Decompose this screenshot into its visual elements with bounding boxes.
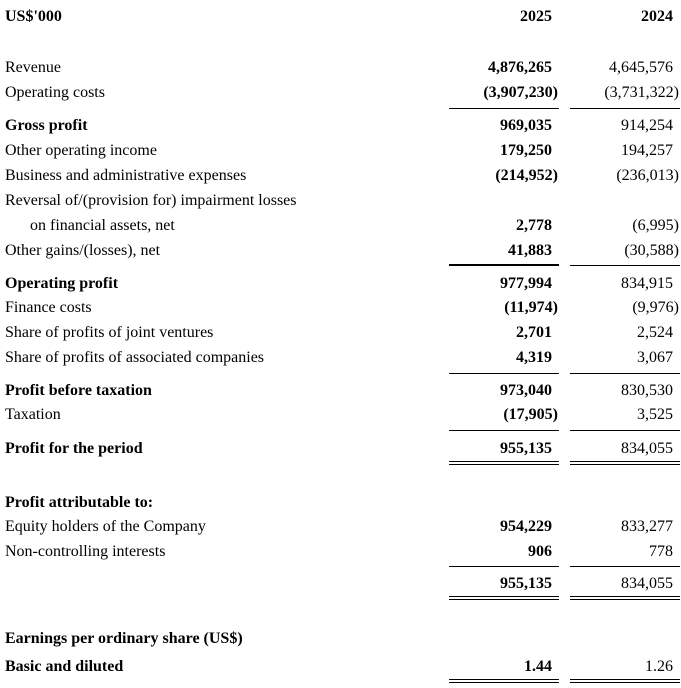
value-2024: 1.26: [645, 658, 673, 675]
subtotal-rule: [449, 373, 559, 374]
value-2024: 834,055: [621, 440, 673, 457]
row-operating-costs: [0, 82, 681, 104]
value-2024: 834,915: [621, 275, 673, 292]
value-2024: (236,013): [616, 167, 679, 184]
double-rule: [570, 682, 680, 683]
value-2025: 2,701: [516, 324, 552, 341]
row-profit-attributable-heading: [0, 492, 681, 514]
row-basic-and-diluted: [0, 656, 681, 678]
value-2025: 4,319: [516, 349, 552, 366]
row-label: Share of profits of associated companies: [5, 349, 265, 366]
subtotal-rule: [570, 265, 680, 266]
row-label: Finance costs: [5, 299, 92, 316]
row-eps-heading: [0, 628, 681, 650]
subtotal-rule: [570, 373, 680, 374]
double-rule: [570, 679, 680, 680]
row-label: on financial assets, net: [30, 217, 175, 234]
row-label: Earnings per ordinary share (US$): [5, 630, 243, 647]
double-rule: [449, 461, 559, 462]
row-label: Other operating income: [5, 142, 157, 159]
row-label: Business and administrative expenses: [5, 167, 247, 184]
double-rule: [449, 679, 559, 680]
double-rule: [449, 464, 559, 465]
row-joint-ventures: [0, 322, 681, 344]
row-impairment-header: [0, 190, 681, 212]
subtotal-rule: [449, 566, 559, 567]
double-rule: [570, 461, 680, 462]
value-2025: 2,778: [516, 217, 552, 234]
row-profit-for-period: [0, 438, 681, 460]
row-profit-before-taxation: [0, 380, 681, 402]
double-rule: [570, 599, 680, 600]
row-impairment-losses: [0, 215, 681, 237]
row-equity-holders: [0, 516, 681, 538]
subtotal-rule: [449, 430, 559, 431]
row-label: Profit before taxation: [5, 382, 152, 399]
column-header-2025: 2025: [520, 8, 552, 25]
currency-unit: US$'000: [5, 8, 62, 25]
value-2024: 778: [649, 543, 673, 560]
row-revenue: [0, 57, 681, 79]
row-label: Operating profit: [5, 275, 119, 292]
row-label: Profit for the period: [5, 440, 143, 457]
value-2024: 914,254: [621, 117, 673, 134]
value-2024: 194,257: [621, 142, 673, 159]
row-associated-companies: [0, 347, 681, 369]
row-label: Profit attributable to:: [5, 494, 154, 511]
double-rule: [449, 596, 559, 597]
value-2025: 969,035: [500, 117, 552, 134]
row-other-operating-income: [0, 140, 681, 162]
value-2025: 955,135: [500, 440, 552, 457]
row-gross-profit: [0, 115, 681, 137]
column-header-2024: 2024: [641, 8, 673, 25]
double-rule: [449, 599, 559, 600]
row-taxation: [0, 404, 681, 426]
value-2025: (3,907,230): [483, 84, 558, 101]
subtotal-rule: [570, 566, 680, 567]
row-label: Non-controlling interests: [5, 543, 166, 560]
double-rule: [449, 682, 559, 683]
double-rule: [570, 596, 680, 597]
row-operating-profit: [0, 273, 681, 295]
row-other-gains-losses: [0, 240, 681, 262]
value-2024: 2,524: [637, 324, 673, 341]
value-2024: 3,067: [637, 349, 673, 366]
value-2025: 4,876,265: [488, 59, 552, 76]
row-label: Share of profits of joint ventures: [5, 324, 214, 341]
value-2025: (11,974): [504, 299, 558, 316]
value-2024: (9,976): [632, 299, 679, 316]
row-label: Gross profit: [5, 117, 88, 134]
row-non-controlling-interests: [0, 541, 681, 563]
value-2024: 4,645,576: [609, 59, 673, 76]
value-2025: (17,905): [503, 406, 558, 423]
row-label: Other gains/(losses), net: [5, 242, 161, 259]
value-2025: 906: [528, 543, 552, 560]
row-business-admin-expenses: [0, 165, 681, 187]
value-2025: 954,229: [500, 518, 552, 535]
value-2024: 3,525: [637, 406, 673, 423]
value-2025: 1.44: [524, 658, 552, 675]
value-2025: (214,952): [495, 167, 558, 184]
row-label: Operating costs: [5, 84, 105, 101]
value-2024: (6,995): [632, 217, 679, 234]
header-row: [0, 6, 681, 28]
row-label: Basic and diluted: [5, 658, 124, 675]
row-label: Equity holders of the Company: [5, 518, 206, 535]
value-2024: (3,731,322): [604, 84, 679, 101]
row-label: Reversal of/(provision for) impairment losses: [5, 192, 297, 209]
value-2024: 830,530: [621, 382, 673, 399]
value-2024: (30,588): [624, 242, 679, 259]
value-2024: 834,055: [621, 575, 673, 592]
value-2025: 973,040: [500, 382, 552, 399]
subtotal-rule: [570, 108, 680, 109]
row-attributable-total: [0, 573, 681, 595]
value-2025: 955,135: [500, 575, 552, 592]
value-2025: 179,250: [500, 142, 552, 159]
subtotal-rule: [449, 264, 559, 266]
subtotal-rule: [449, 108, 559, 109]
double-rule: [570, 464, 680, 465]
row-label: Taxation: [5, 406, 61, 423]
subtotal-rule: [570, 430, 680, 431]
row-label: Revenue: [5, 59, 61, 76]
row-finance-costs: [0, 297, 681, 319]
value-2025: 41,883: [508, 242, 552, 259]
value-2025: 977,994: [500, 275, 552, 292]
value-2024: 833,277: [621, 518, 673, 535]
